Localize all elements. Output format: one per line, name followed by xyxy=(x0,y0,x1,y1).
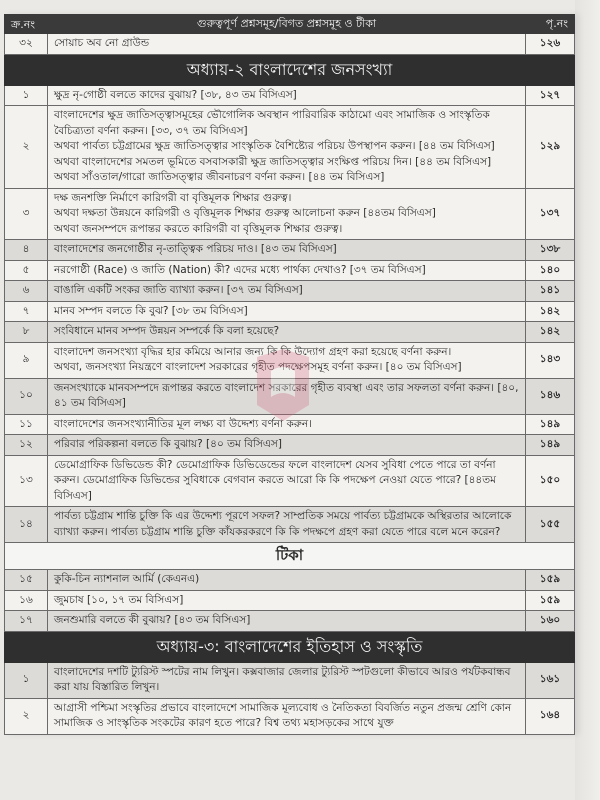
chapter-3-heading-title: অধ্যায়-৩: বাংলাদেশের ইতিহাস ও সংস্কৃতি xyxy=(5,631,575,662)
row-page: ১৪৬ xyxy=(526,378,575,414)
row-question: জনশুমারি বলতে কী বুঝায়? [৪৩ তম বিসিএস] xyxy=(48,611,526,632)
row-question: আগ্রাসী পশ্চিমা সংস্কৃতির প্রভাবে বাংলাদেশে সামাজিক মূল্যবোধ ও নৈতিকতা বিবর্জিত নতুন প্রজন্ম শ্রেণি কোন সামাজিক ও সাংস্কৃতিক সংকটের কারণ হতে পারে? বিশ্ব তথ্য মহাসড়কের সাথে যুক্ত xyxy=(48,698,526,734)
tika-heading-title: টিকা xyxy=(5,543,575,570)
table-row xyxy=(5,188,575,240)
row-page: ১২৯ xyxy=(526,106,575,189)
row-question: বাংলাদেশের জনসংখ্যানীতির মূল লক্ষ্য বা উদ্দেশ্য বর্ণনা করুন। xyxy=(48,414,526,435)
table-row xyxy=(5,322,575,343)
table-header xyxy=(5,15,575,34)
row-question: জুমচাষ [১০, ১৭ তম বিসিএস] xyxy=(48,590,526,611)
row-page: ১৫৫ xyxy=(526,507,575,543)
page-header: পৃ.নং xyxy=(526,15,575,34)
page-edge xyxy=(575,0,600,800)
table-row xyxy=(5,570,575,591)
row-page: ১৪৯ xyxy=(526,414,575,435)
table-row xyxy=(5,455,575,507)
row-number: ১০ xyxy=(5,378,48,414)
row-number: ৩ xyxy=(5,188,48,240)
row-question: সংবিধানে মানব সম্পদ উন্নয়ন সম্পর্কে কি বলা হয়েছে? xyxy=(48,322,526,343)
row-number: ৮ xyxy=(5,322,48,343)
title-header: গুরুত্বপূর্ণ প্রশ্নসমূহ/বিগত প্রশ্নসমূহ ও টীকা xyxy=(48,15,526,34)
row-number: ৪ xyxy=(5,240,48,261)
table-row xyxy=(5,301,575,322)
row-page: ১২৬ xyxy=(526,34,575,55)
row-question: বাংলাদেশের ক্ষুদ্র জাতিসত্ত্বাসমূহের ভৌগোলিক অবস্থান পারিবারিক কাঠামো এবং সামাজিক ও সাংস্কৃতিক বৈচিত্র্যতা বর্ণনা করুন। [৩৩, ৩৭ তম বিসিএস] অথবা পার্বত্য চট্টগ্রামের ক্ষুদ্র জাতিসত্ত্বার সাংস্কৃতিক বৈশিষ্ট্যের পরিচয় উপস্থাপন করুন। [৪৪ তম বিসিএস] অথবা বাংলাদেশের সমতল ভূমিতে বসবাসকারী ক্ষুদ্র জাতিসত্ত্বার সংক্ষিপ্ত পরিচয় দিন। [৪৪ তম বিসিএস] অথবা সাঁওতাল/গারো জাতিসত্ত্বার জীবনাচরণ বর্ণনা করুন। [৪৪ তম বিসিএস] xyxy=(48,106,526,189)
row-question: কুকি-চিন ন্যাশনাল আর্মি (কেএনএ) xyxy=(48,570,526,591)
row-number: ১২ xyxy=(5,435,48,456)
row-number: ১৩ xyxy=(5,455,48,507)
row-page: ১৪১ xyxy=(526,281,575,302)
row-number: ১ xyxy=(5,662,48,698)
row-page: ১৬৪ xyxy=(526,698,575,734)
row-page: ১৪২ xyxy=(526,322,575,343)
row-question: নরগোষ্ঠী (Race) ও জাতি (Nation) কী? এদের মধ্যে পার্থক্য দেখাও? [৩৭ তম বিসিএস] xyxy=(48,260,526,281)
table-row xyxy=(5,590,575,611)
book-page xyxy=(4,14,575,735)
table-row xyxy=(5,106,575,189)
table-row xyxy=(5,34,575,55)
row-question: পরিবার পরিকল্পনা বলতে কি বুঝায়? [৪০ তম বিসিএস] xyxy=(48,435,526,456)
table-row xyxy=(5,662,575,698)
row-page: ১৪২ xyxy=(526,301,575,322)
row-page: ১৩৮ xyxy=(526,240,575,261)
tika-heading xyxy=(5,543,575,570)
row-number: ৬ xyxy=(5,281,48,302)
table-row xyxy=(5,342,575,378)
row-question: জনসংখ্যাকে মানবসম্পদে রূপান্তর করতে বাংলাদেশ সরকারের গৃহীত ব্যবস্থা এবং তার সফলতা বর্ণনা করুন। [৪০, ৪১ তম বিসিএস] xyxy=(48,378,526,414)
row-question: ডেমোগ্রাফিক ডিভিডেন্ড কী? ডেমোগ্রাফিক ডিভিডেন্ডের ফলে বাংলাদেশ যেসব সুবিধা পেতে পারে তা বর্ণনা করুন। ডেমোগ্রাফিক ডিভিন্ডের সুবিধাকে বেগবান করতে আরো কি কি পদক্ষেপ নেওয়া যেতে পারে? [৪৪তম বিসিএস] xyxy=(48,455,526,507)
row-number: ২ xyxy=(5,106,48,189)
row-number: ৩২ xyxy=(5,34,48,55)
row-page: ১৪০ xyxy=(526,260,575,281)
row-question: দক্ষ জনশক্তি নির্মাণে কারিগরী বা বৃত্তিমূলক শিক্ষার গুরুত্ব। অথবা দক্ষতা উন্নয়নে কারিগরী ও বৃত্তিমূলক শিক্ষার গুরুত্ব আলোচনা করুন [৪৪তম বিসিএস] অথবা জনসম্পদে রূপান্তর করতে কারিগরী বা বৃত্তিমূলক শিক্ষার গুরুত্ব। xyxy=(48,188,526,240)
row-question: বাঙালি একটি সংকর জাতি ব্যাখ্যা করুন। [৩৭ তম বিসিএস] xyxy=(48,281,526,302)
row-page: ১৬১ xyxy=(526,662,575,698)
row-page: ১৪৯ xyxy=(526,435,575,456)
row-number: ১৪ xyxy=(5,507,48,543)
row-number: ৯ xyxy=(5,342,48,378)
row-question: মানব সম্পদ বলতে কি বুঝ? [৩৮ তম বিসিএস] xyxy=(48,301,526,322)
row-number: ১১ xyxy=(5,414,48,435)
row-number: ১৬ xyxy=(5,590,48,611)
row-question: বাংলাদেশের দশটি ট্যুরিস্ট স্পটের নাম লিখুন। কক্সবাজার জেলার ট্যুরিস্ট স্পটগুলো কীভাবে আরও পর্যটকবান্ধব করা যায় বিস্তারিত লিখুন। xyxy=(48,662,526,698)
row-question: বাংলাদেশ জনসংখ্যা বৃদ্ধির হার কমিয়ে আনার জন্য কি কি উদ্যোগ গ্রহণ করা হয়েছে বর্ণনা করুন। অথবা, জনসংখ্যা নিয়ন্ত্রণে বাংলাদেশ সরকারের গৃহীত পদক্ষেপসমূহ বর্ণনা করুন। [৪০ তম বিসিএস] xyxy=(48,342,526,378)
row-page: ১৫৯ xyxy=(526,570,575,591)
row-page: ১৫০ xyxy=(526,455,575,507)
table-row xyxy=(5,85,575,106)
row-question: পার্বত্য চট্টগ্রাম শান্তি চুক্তি কি এর উদ্দেশ্য পূরণে সফল? সাম্প্রতিক সময়ে পার্বত্য চট্টগ্রামকে অস্থিরতার আলোকে ব্যাখ্যা করুন। পার্বত্য চট্টগ্রাম শান্তি চুক্তি কাঁযকরকরণে কি কি পদক্ষপে গ্রহণ করা যেতে পারে বলে মনে করেন? xyxy=(48,507,526,543)
serial-header: ক্র.নং xyxy=(5,15,48,34)
table-row xyxy=(5,507,575,543)
table-row xyxy=(5,414,575,435)
row-question: বাংলাদেশের জনগোষ্ঠীর নৃ-তাত্ত্বিক পরিচয় দাও। [৪৩ তম বিসিএস] xyxy=(48,240,526,261)
row-page: ১৩৭ xyxy=(526,188,575,240)
row-number: ১৫ xyxy=(5,570,48,591)
chapter-2-heading xyxy=(5,54,575,85)
chapter-3-heading xyxy=(5,631,575,662)
table-row xyxy=(5,378,575,414)
row-number: ৭ xyxy=(5,301,48,322)
row-page: ১৫৯ xyxy=(526,590,575,611)
row-number: ২ xyxy=(5,698,48,734)
row-question: সোয়াচ অব নো গ্রাউন্ড xyxy=(48,34,526,55)
row-page: ১২৭ xyxy=(526,85,575,106)
row-number: ১৭ xyxy=(5,611,48,632)
row-page: ১৬০ xyxy=(526,611,575,632)
row-number: ৫ xyxy=(5,260,48,281)
chapter-2-heading-title: অধ্যায়-২ বাংলাদেশের জনসংখ্যা xyxy=(5,54,575,85)
contents-table xyxy=(4,14,575,735)
table-row xyxy=(5,260,575,281)
table-row xyxy=(5,240,575,261)
row-page: ১৪৩ xyxy=(526,342,575,378)
row-number: ১ xyxy=(5,85,48,106)
table-row xyxy=(5,281,575,302)
table-row xyxy=(5,435,575,456)
table-row xyxy=(5,611,575,632)
row-question: ক্ষুদ্র নৃ-গোষ্ঠী বলতে কাদের বুঝায়? [৩৮, ৪৩ তম বিসিএস] xyxy=(48,85,526,106)
table-row xyxy=(5,698,575,734)
